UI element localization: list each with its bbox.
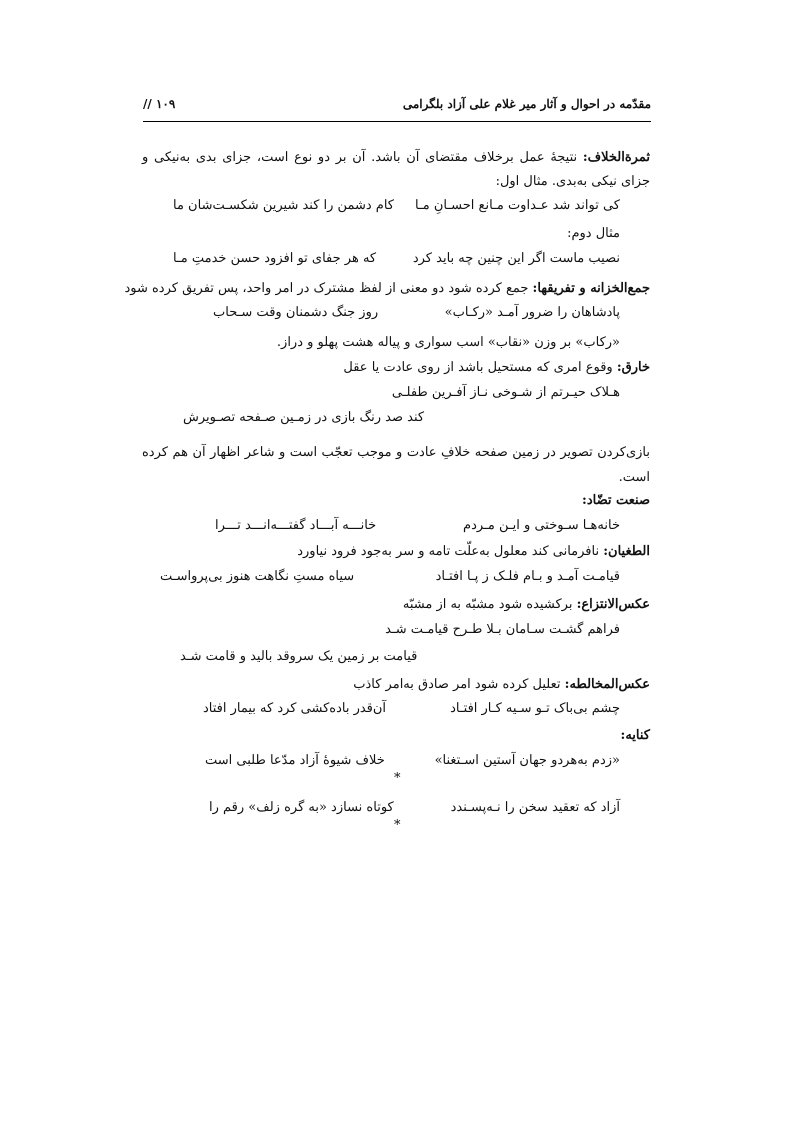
paragraph-bazi-kardan: بازی‌کردن تصویر در زمین صفحه خلافِ عادت و موجب تعجّب است و شاعر اظهار آن هم کرده است.	[142, 445, 650, 485]
verse-7-hemistich-1: فراهم گشـت سـامان بـلا طـرح قیامـت شـد	[385, 622, 620, 637]
term-toghyan: الطغیان:	[603, 544, 650, 559]
verse-4-hemistich-2: کند صد رنگ بازی در زمـین صـفحه تصـویرش	[183, 410, 425, 425]
paragraph-text: جمع کرده شود دو معنی از لفظ مشترک در امر واحد، پس تفریق کرده شود	[124, 281, 533, 296]
verse-2-hemistich-1: نصیب ماست اگر این چنین چه باید کرد	[412, 251, 620, 266]
term-aks-ol-mokhaleteh: عکس‌المخالطه:	[564, 677, 650, 692]
verse-5-hemistich-1: خانه‌هـا سـوختی و ایـن مـردم	[463, 518, 620, 533]
verse-4-hemistich-1: هـلاک حیـرتم از شـوخی نـاز آفـرین طفلـی	[391, 385, 620, 400]
verse-10-hemistich-1: آزاد که تعقید سخن را نـه‌پسـندد	[450, 800, 620, 815]
paragraph-jam-ol-khazane	[124, 281, 650, 296]
paragraph-text: نافرمانی کند معلول به‌علّت تامه و سر به‌جود فرود نیاورد	[297, 544, 604, 559]
header-separator: //	[143, 97, 152, 111]
verse-2-hemistich-2: که هر جفای تو افزود حسن خدمتِ مـا	[173, 251, 377, 266]
paragraph-text: تعلیل کرده شود امر صادق به‌امر کاذب	[353, 677, 565, 692]
verse-3-hemistich-2: روز جنگ دشمنان وقت سـحاب	[213, 305, 379, 320]
verse-1-hemistich-2: کام دشمن را کند شیرین شکسـت‌شان ما	[173, 198, 394, 213]
verse-6-hemistich-1: قیامـت آمـد و بـام فلـک ز پـا افتـاد	[435, 569, 620, 584]
term-khareq: خارق:	[616, 360, 650, 375]
verse-9-hemistich-2: خلاف شیوهٔ آزاد مدّعا طلبی است	[205, 753, 385, 768]
verse-3-hemistich-1: پادشاهان را ضرور آمـد «رکـاب»	[444, 305, 620, 320]
note-rekab: «رکاب» بر وزن «نقاب» اسب سواری و پیاله هشت پهلو و دراز.	[276, 335, 620, 350]
verse-10-hemistich-2: کوتاه نسازد «به گره زلف» رقم را	[209, 800, 394, 815]
page-number: ۱۰۹	[155, 97, 176, 111]
paragraph-aks-ol-entezaa	[403, 597, 650, 612]
verse-7-hemistich-2: قیامت بر زمین یک سروقد بالید و قامت شـد	[180, 649, 418, 664]
heading-tazad: صنعت تضّاد:	[582, 493, 650, 508]
running-header	[143, 95, 651, 119]
term-thamaratolkhelaf: ثمرةالخلاف:	[582, 150, 650, 165]
paragraph-thamaratolkhelaf	[142, 146, 650, 194]
separator-star: *	[394, 818, 401, 833]
verse-1-hemistich-1: کی تواند شد عـداوت مـانع احسـانِ مـا	[414, 198, 620, 213]
term-jam-ol-khazane: جمع‌الخزانه و تفریقها:	[532, 281, 650, 296]
verse-5-hemistich-2: خانـــه آبـــاد گفتـــه‌انـــد تـــرا	[215, 518, 377, 533]
verse-8-hemistich-2: آن‌قدر باده‌کشی کرد که بیمار افتاد	[203, 701, 387, 716]
header-page-number	[143, 97, 175, 111]
header-title: مقدّمه در احوال و آثار میر غلام علی آزاد بلگرامی	[402, 97, 651, 111]
example-two-label: مثال دوم:	[567, 226, 620, 241]
heading-kenayeh: کنایه:	[620, 728, 650, 743]
paragraph-text: وقوع امری که مستحیل باشد از روی عادت یا عقل	[343, 360, 617, 375]
paragraph-toghyan	[297, 544, 650, 559]
term-aks-ol-entezaa: عکس‌الانتزاع:	[576, 597, 650, 612]
verse-9-hemistich-1: «زدم به‌هردو جهان آستین اسـتغنا»	[434, 753, 620, 768]
paragraph-aks-ol-mokhaleteh	[353, 677, 650, 692]
paragraph-text: برکشیده شود مشبّه به از مشبّه	[402, 597, 577, 612]
verse-8-hemistich-1: چشم بی‌باک تـو سـیه کـار افتـاد	[450, 701, 620, 716]
verse-6-hemistich-2: سیاه مستِ نگاهت هنوز بی‌پرواسـت	[160, 569, 355, 584]
separator-star: *	[394, 771, 401, 786]
paragraph-text: نتیجهٔ عمل برخلاف مقتضای آن باشد. آن بر دو نوع است، جزای بدی به‌نیکی و جزای نیکی به‌بدی. مثال اول:	[142, 150, 650, 189]
paragraph-khareq	[343, 360, 650, 375]
header-rule	[143, 121, 651, 122]
